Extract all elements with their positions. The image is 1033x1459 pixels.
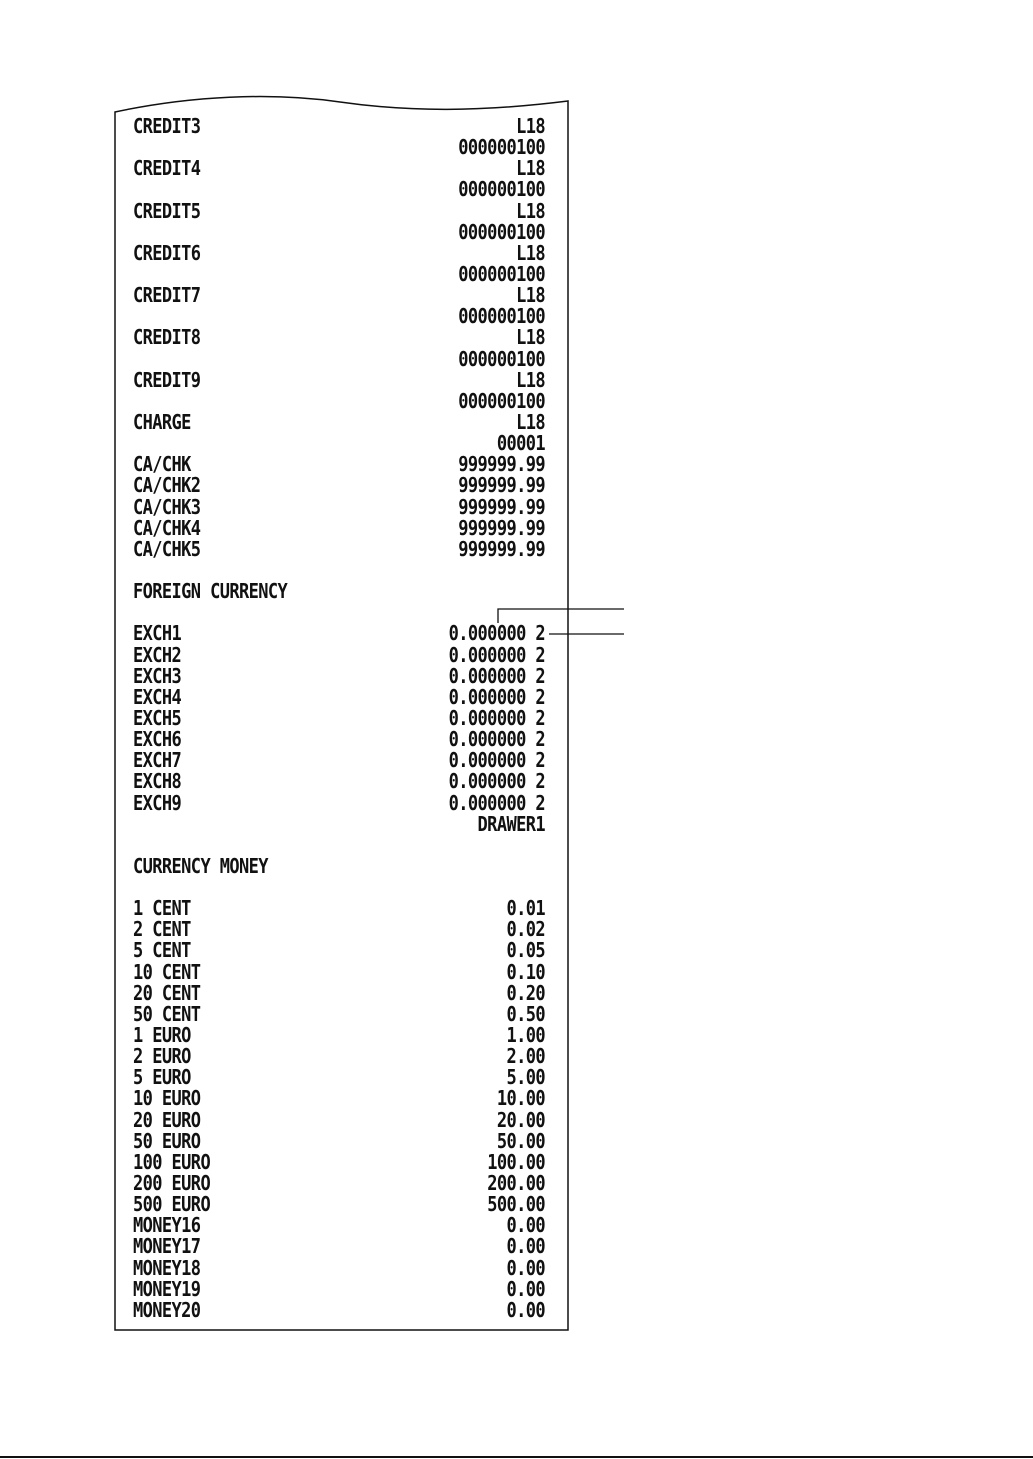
- line-label: CA/CHK4: [133, 516, 201, 541]
- line-value: 0.000000 2: [448, 749, 545, 773]
- line-label: 100 EURO: [133, 1150, 211, 1175]
- line-label: 50 CENT: [133, 1003, 201, 1027]
- line-label: 10 CENT: [133, 960, 201, 985]
- line-value: 0.000000 2: [448, 791, 545, 816]
- line-value: 0.000000 2: [448, 728, 545, 752]
- line-value: L18: [516, 326, 545, 351]
- line-label: 1 CENT: [133, 897, 191, 921]
- line-value: L18: [516, 115, 545, 139]
- line-label: FOREIGN CURRENCY: [133, 580, 288, 604]
- line-label: 1 EURO: [133, 1024, 191, 1048]
- line-label: MONEY17: [133, 1235, 201, 1260]
- line-value: 0.000000 2: [448, 770, 545, 795]
- line-label: EXCH5: [133, 707, 182, 731]
- line-label: 2 EURO: [133, 1045, 191, 1069]
- line-label: EXCH4: [133, 685, 182, 710]
- line-label: CA/CHK: [133, 453, 191, 477]
- line-value: 999999.99: [458, 495, 545, 520]
- line-value: 000000100: [458, 178, 545, 203]
- line-value: 100.00: [487, 1150, 545, 1175]
- line-value: 0.000000 2: [448, 643, 545, 668]
- line-label: MONEY20: [133, 1298, 201, 1323]
- line-label: CREDIT4: [133, 157, 201, 181]
- line-value: 0.00: [506, 1235, 545, 1260]
- line-value: 0.000000 2: [448, 664, 545, 689]
- line-label: CREDIT5: [133, 199, 201, 224]
- line-value: 0.10: [506, 960, 545, 985]
- line-value: 0.000000 2: [448, 622, 545, 647]
- line-value: L18: [516, 241, 545, 266]
- line-value: 0.00: [506, 1214, 545, 1239]
- line-label: 20 CENT: [133, 981, 201, 1006]
- line-value: 000000100: [458, 220, 545, 245]
- line-value: 000000100: [458, 263, 545, 287]
- line-label: EXCH9: [133, 791, 182, 816]
- line-label: CA/CHK3: [133, 495, 201, 520]
- line-value: L18: [516, 368, 545, 393]
- line-value: 0.000000 2: [448, 707, 545, 731]
- line-label: 5 CENT: [133, 939, 191, 964]
- line-value: 0.05: [506, 939, 545, 964]
- line-value: DRAWER1: [477, 812, 545, 837]
- line-value: 000000100: [458, 347, 545, 372]
- line-label: CREDIT6: [133, 241, 201, 266]
- line-label: 200 EURO: [133, 1172, 211, 1196]
- line-value: 0.00: [506, 1298, 545, 1323]
- line-value: 5.00: [506, 1066, 545, 1091]
- line-value: 00001: [496, 432, 545, 456]
- line-value: 200.00: [487, 1172, 545, 1196]
- line-label: CA/CHK2: [133, 474, 201, 499]
- line-label: CREDIT3: [133, 115, 201, 139]
- line-label: EXCH2: [133, 643, 182, 668]
- line-label: MONEY18: [133, 1256, 201, 1281]
- line-label: 20 EURO: [133, 1108, 201, 1133]
- line-value: 500.00: [487, 1193, 545, 1217]
- line-label: EXCH7: [133, 749, 182, 773]
- receipt-rows: [133, 117, 545, 1322]
- line-value: 50.00: [496, 1129, 545, 1154]
- line-value: L18: [516, 199, 545, 224]
- line-label: 50 EURO: [133, 1129, 201, 1154]
- line-label: EXCH3: [133, 664, 182, 689]
- line-value: 999999.99: [458, 474, 545, 499]
- line-value: 0.02: [506, 918, 545, 943]
- line-value: 20.00: [496, 1108, 545, 1133]
- line-value: 0.00: [506, 1256, 545, 1281]
- line-value: 000000100: [458, 136, 545, 160]
- line-value: L18: [516, 411, 545, 435]
- line-value: 999999.99: [458, 516, 545, 541]
- line-label: EXCH8: [133, 770, 182, 795]
- line-value: 0.01: [506, 897, 545, 921]
- line-label: 2 CENT: [133, 918, 191, 943]
- line-value: L18: [516, 157, 545, 181]
- line-value: 0.20: [506, 981, 545, 1006]
- line-label: CREDIT7: [133, 284, 201, 308]
- line-value: 1.00: [506, 1024, 545, 1048]
- line-value: 0.00: [506, 1277, 545, 1302]
- line-label: CURRENCY MONEY: [133, 855, 268, 879]
- line-value: L18: [516, 284, 545, 308]
- line-label: CREDIT9: [133, 368, 201, 393]
- line-label: MONEY16: [133, 1214, 201, 1239]
- line-value: 999999.99: [458, 453, 545, 477]
- line-label: 5 EURO: [133, 1066, 191, 1091]
- line-label: CREDIT8: [133, 326, 201, 351]
- line-label: EXCH6: [133, 728, 182, 752]
- line-value: 000000100: [458, 305, 545, 329]
- line-label: 10 EURO: [133, 1087, 201, 1112]
- line-label: EXCH1: [133, 622, 182, 647]
- line-label: 500 EURO: [133, 1193, 211, 1217]
- line-value: 10.00: [496, 1087, 545, 1112]
- line-label: CHARGE: [133, 411, 191, 435]
- line-value: 0.50: [506, 1003, 545, 1027]
- line-value: 999999.99: [458, 537, 545, 562]
- line-value: 000000100: [458, 389, 545, 414]
- line-value: 2.00: [506, 1045, 545, 1069]
- page-bottom-rule: [0, 1456, 1033, 1458]
- receipt-line: [133, 1299, 545, 1324]
- line-value: 0.000000 2: [448, 685, 545, 710]
- line-label: MONEY19: [133, 1277, 201, 1302]
- line-label: CA/CHK5: [133, 537, 201, 562]
